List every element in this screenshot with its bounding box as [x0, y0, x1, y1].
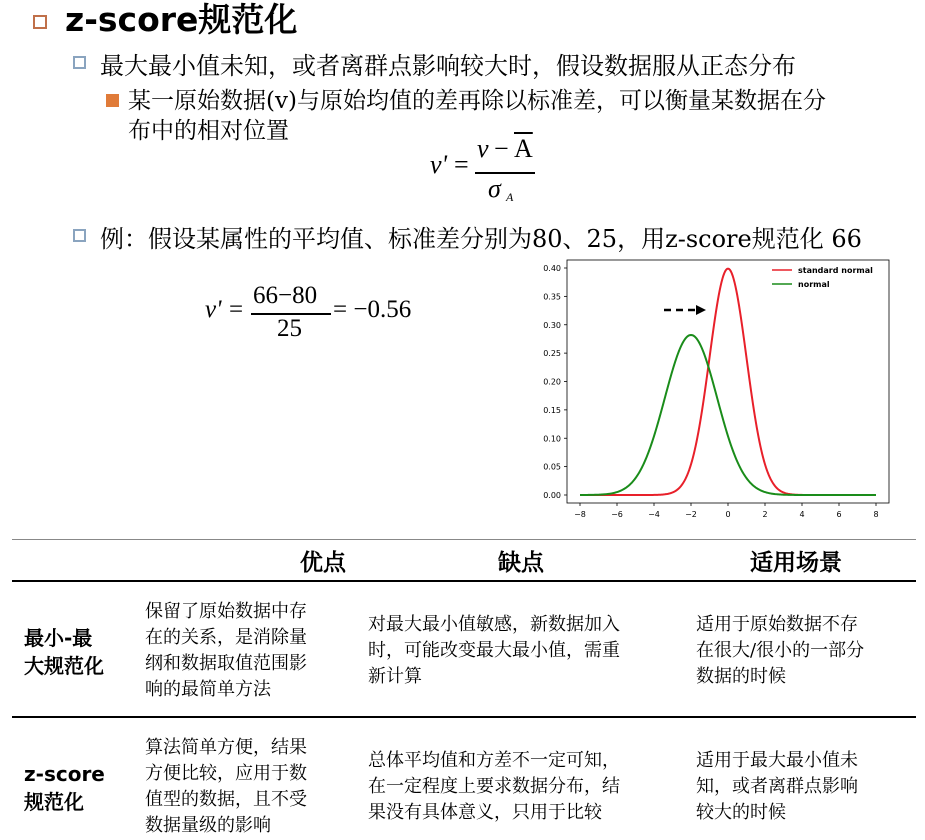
x-tick-label: −4	[648, 510, 660, 519]
bullet-1-marker	[73, 56, 86, 69]
formula-den-sigma: σ	[488, 174, 501, 203]
page-title: z-score规范化	[65, 0, 298, 39]
row-2-pros: 算法简单方便，结果 方便比较，应用于数 值型的数据，且不受 数据量级的影响	[145, 737, 307, 836]
row-1-label: 最小-最 大规范化	[24, 626, 104, 678]
y-tick-label: 0.35	[543, 292, 561, 302]
x-tick-label: 4	[799, 510, 805, 519]
x-tick-label: 0	[725, 510, 731, 519]
legend-label-standard-normal: standard normal	[798, 266, 873, 275]
formula-lhs: v'	[430, 150, 448, 179]
bullet-1-text: 最大最小值未知，或者离群点影响较大时，假设数据服从正态分布	[100, 52, 796, 80]
formula-fraction-line	[475, 172, 535, 174]
y-tick-label: 0.10	[543, 434, 561, 444]
x-tick-label: 2	[762, 510, 768, 519]
formula-zscore	[430, 130, 550, 210]
formula-num-minus: −	[494, 134, 509, 163]
title-bullet	[33, 15, 47, 29]
formula2-rhs: = −0.56	[333, 296, 412, 323]
formula-example	[205, 284, 435, 346]
y-tick-label: 0.25	[543, 349, 561, 359]
row-1-scene: 适用于原始数据不存 在很大/很小的一部分 数据的时候	[696, 614, 865, 687]
formula2-den: 25	[277, 315, 302, 342]
x-tick-label: −2	[685, 510, 697, 519]
formula-den-sub: A	[506, 190, 514, 204]
formula-equals: =	[454, 150, 469, 179]
y-tick-label: 0.15	[543, 405, 561, 415]
formula2-lhs: v'	[205, 296, 222, 323]
row-2-cons: 总体平均值和方差不一定可知， 在一定程度上要求数据分布，结 果没有具体意义，只用于比较	[368, 750, 620, 823]
sub-bullet-line-2: 布中的相对位置	[128, 118, 289, 144]
row-2-label: z-score 规范化	[24, 762, 105, 814]
formula2-equals: =	[229, 296, 244, 323]
y-tick-label: 0.05	[543, 462, 561, 472]
table-header-pros: 优点	[300, 550, 346, 576]
row-2-scene: 适用于最大最小值未 知，或者离群点影响 较大的时候	[696, 750, 858, 823]
x-tick-label: 6	[836, 510, 842, 519]
bullet-2-marker	[73, 229, 86, 242]
row-1-pros: 保留了原始数据中存 在的关系，是消除量 纲和数据取值范围影 响的最简单方法	[145, 601, 307, 700]
table-header-rule	[12, 580, 916, 582]
y-tick-label: 0.20	[543, 377, 561, 387]
x-tick-label: −8	[574, 510, 586, 519]
legend-label-normal: normal	[798, 280, 830, 289]
table-header-scene: 适用场景	[750, 550, 842, 576]
x-tick-label: 8	[873, 510, 879, 519]
table-header-cons: 缺点	[498, 550, 544, 576]
formula-num-v: v	[477, 134, 489, 163]
y-tick-label: 0.00	[543, 491, 561, 500]
chart-plot-area	[567, 260, 889, 503]
x-tick-label: −6	[611, 510, 623, 519]
table-row-rule	[12, 716, 916, 718]
table-top-rule	[12, 539, 916, 540]
bullet-2-text: 例：假设某属性的平均值、标准差分别为80、25，用z-score规范化 66	[100, 225, 862, 253]
formula-num-a: $\overline{A}$	[514, 134, 533, 163]
row-1-cons: 对最大最小值敏感，新数据加入 时，可能改变最大最小值，需重 新计算	[368, 614, 620, 687]
sub-bullet-marker	[106, 94, 119, 107]
formula2-num: 66−80	[253, 282, 318, 309]
y-tick-label: 0.30	[543, 320, 561, 330]
sub-bullet-line-1: 某一原始数据(v)与原始均值的差再除以标准差，可以衡量某数据在分	[128, 88, 826, 114]
normal-distribution-chart	[530, 255, 895, 525]
y-tick-label: 0.40	[543, 264, 561, 273]
